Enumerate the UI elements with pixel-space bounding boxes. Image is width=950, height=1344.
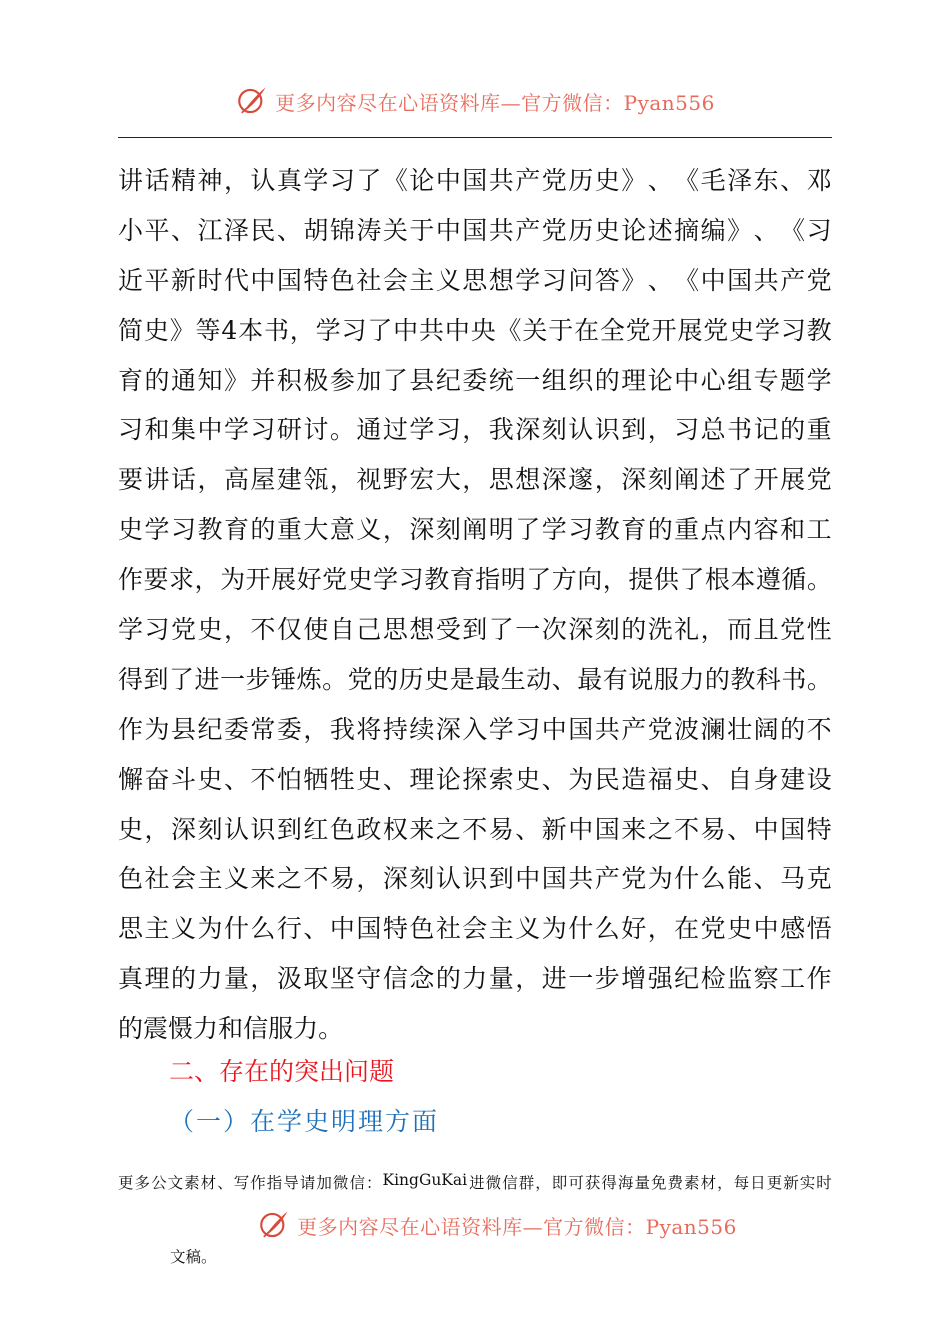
body-line: 的 震 慑 力 和 信 服 力 。 — [118, 1014, 344, 1044]
body-line: 简 史 》 等 4 本 书 ， 学 习 了 中 共 中 央 《 关 于 在 全 党 开 展 党 史 学 习 教 — [118, 315, 832, 345]
section-heading: 二、存在的突出问题 — [169, 1057, 395, 1086]
body-line: 讲 话 精 神 ， 认 真 学 习 了 《 论 中 国 共 产 党 历 史 》 、 《 毛 泽 东 、 邓 — [118, 166, 832, 195]
body-paragraph — [118, 156, 832, 1054]
footer-watermark — [22, 1208, 950, 1242]
body-line: 得 到 了 进 一 步 锤 炼 。 党 的 历 史 是 最 生 动 、 最 有 说 服 力 的 教 科 书 。 — [118, 664, 832, 694]
body-line: 小 平 、 江 泽 民 、 胡 锦 涛 关 于 中 国 共 产 党 历 史 论 述 摘 编 》 、 《 习 — [118, 215, 832, 245]
body-line: 作 要 求 ， 为 开 展 好 党 史 学 习 教 育 指 明 了 方 向 ， 提 供 了 根 本 遵 循 。 — [118, 565, 832, 595]
body-line: 思 主 义 为 什 么 行 、 中 国 特 色 社 会 主 义 为 什 么 好 ， 在 党 史 中 感 悟 — [118, 914, 832, 944]
body-line: 作 为 县 纪 委 常 委 ， 我 将 持 续 深 入 学 习 中 国 共 产 党 波 澜 壮 阔 的 不 — [118, 714, 832, 744]
feather-pen-logo-icon — [257, 1208, 291, 1242]
body-line: 育 的 通 知 》 并 积 极 参 加 了 县 纪 委 统 一 组 织 的 理 论 中 心 组 专 题 学 — [118, 365, 832, 395]
body-line: 色 社 会 主 义 来 之 不 易 ， 深 刻 认 识 到 中 国 共 产 党 为 什 么 能 、 马 克 — [118, 864, 832, 894]
header-watermark — [0, 84, 950, 118]
subsection-heading: （一）在学史明理方面 — [169, 1107, 440, 1136]
footer-note-line2: 文稿。 — [170, 1248, 217, 1266]
body-line: 要 讲 话 ， 高 屋 建 瓴 ， 视 野 宏 大 ， 思 想 深 邃 ， 深 刻 阐 述 了 开 展 党 — [118, 465, 832, 495]
watermark-text: 更多内容尽在心语资料库—官方微信：Pyan556 — [297, 1214, 737, 1239]
body-line: 懈 奋 斗 史 、 不 怕 牺 牲 史 、 理 论 探 索 史 、 为 民 造 福 史 、 自 身 建 设 — [118, 764, 832, 794]
header-divider — [118, 137, 832, 138]
body-line: 史 学 习 教 育 的 重 大 意 义 ， 深 刻 阐 明 了 学 习 教 育 的 重 点 内 容 和 工 — [118, 515, 832, 545]
body-line: 近 平 新 时 代 中 国 特 色 社 会 主 义 思 想 学 习 问 答 》 、 《 中 国 共 产 党 — [118, 265, 832, 295]
body-line: 学 习 党 史 ， 不 仅 使 自 己 思 想 受 到 了 一 次 深 刻 的 洗 礼 ， 而 且 党 性 — [118, 615, 832, 645]
footer-note-line1: 更 多 公 文 素 材 、 写 作 指 导 请 加 微 信 ： KingGuKai 进 微 信 群 ， 即 可 获 得 海 量 免 费 素 材 ， 每 日 更 新 实 时 — [118, 1171, 832, 1192]
feather-pen-logo-icon — [235, 84, 269, 118]
body-line: 史 ， 深 刻 认 识 到 红 色 政 权 来 之 不 易 、 新 中 国 来 之 不 易 、 中 国 特 — [118, 814, 832, 844]
watermark-text: 更多内容尽在心语资料库—官方微信：Pyan556 — [275, 90, 715, 115]
body-line: 习 和 集 中 学 习 研 讨 。 通 过 学 习 ， 我 深 刻 认 识 到 ， 习 总 书 记 的 重 — [118, 415, 832, 445]
body-line: 真 理 的 力 量 ， 汲 取 坚 守 信 念 的 力 量 ， 进 一 步 增 强 纪 检 监 察 工 作 — [118, 964, 832, 994]
